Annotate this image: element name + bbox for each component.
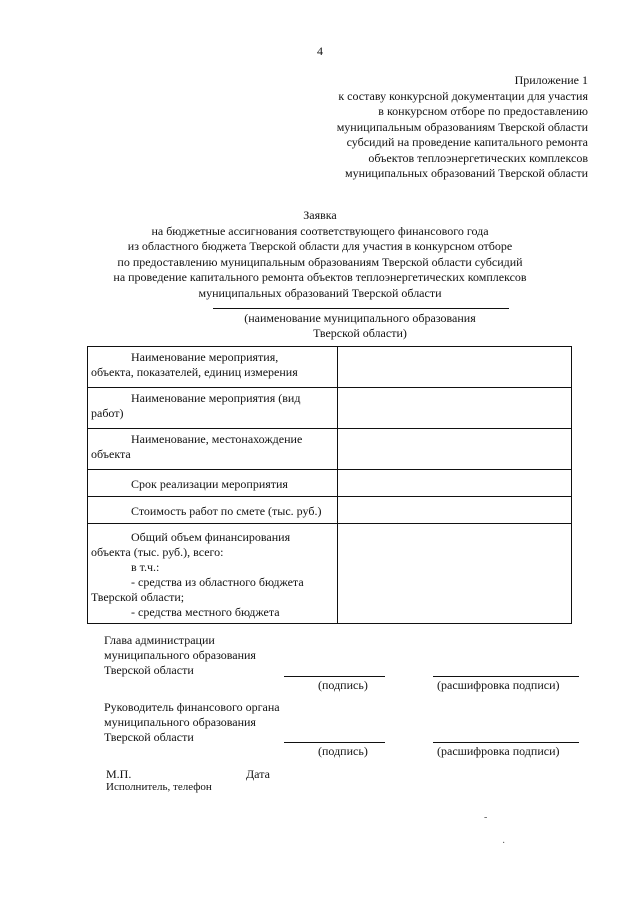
row-value-cell[interactable] xyxy=(338,388,572,429)
signatory-line: Тверской области xyxy=(104,730,194,744)
municipality-caption xyxy=(150,311,570,341)
appendix-line: Приложение 1 xyxy=(514,73,588,87)
title-line: из областного бюджета Тверской области для участия в конкурсном отборе xyxy=(127,239,513,253)
title-line: муниципальных образований Тверской области xyxy=(198,285,442,300)
finance-signature-field[interactable] xyxy=(284,742,385,743)
finance-signature-caption: (подпись) xyxy=(318,744,368,758)
page-number: 4 xyxy=(317,44,323,58)
appendix-line: муниципальным образованиям Тверской области xyxy=(336,119,588,134)
appendix-line: муниципальных образований Тверской области xyxy=(344,166,588,180)
head-signature-caption: (подпись) xyxy=(318,678,368,692)
row-label-line: Общий объем финансирования xyxy=(131,530,291,544)
appendix-line: к составу конкурсной документации для участия xyxy=(338,88,588,103)
signatory-line: муниципального образования xyxy=(104,648,256,662)
row-value-cell[interactable] xyxy=(338,470,572,497)
table-row xyxy=(88,470,572,497)
row-label-line: Срок реализации мероприятия xyxy=(131,477,288,491)
row-label-line: Наименование мероприятия (вид xyxy=(131,391,301,405)
scan-speck-dot: - xyxy=(484,812,488,823)
municipality-name-line[interactable] xyxy=(213,308,509,309)
appendix-line: объектов теплоэнергетических комплексов xyxy=(368,150,588,165)
row-label-line: Тверской области; xyxy=(91,590,185,604)
appendix-line: в конкурсном отборе по предоставлению xyxy=(378,104,588,118)
table-row xyxy=(88,497,572,524)
document-title xyxy=(40,208,600,301)
signatory-line: Тверской области xyxy=(104,663,194,677)
row-label xyxy=(88,347,338,388)
table-row xyxy=(88,429,572,470)
finance-signatory xyxy=(104,700,280,745)
row-label-line: - средства местного бюджета xyxy=(131,605,280,619)
head-decoding-field[interactable] xyxy=(433,676,579,677)
row-value-cell[interactable] xyxy=(338,429,572,470)
appendix-header xyxy=(337,73,588,182)
municipality-caption-line: (наименование муниципального образования xyxy=(244,311,476,325)
row-label-line: объекта xyxy=(91,447,131,461)
head-decoding-caption: (расшифровка подписи) xyxy=(437,678,560,692)
row-label-line: Наименование мероприятия, xyxy=(131,350,279,364)
row-label-line: объекта, показателей, единиц измерения xyxy=(91,365,298,379)
head-signature-field[interactable] xyxy=(284,676,385,677)
table-row xyxy=(88,347,572,388)
scan-speck-dot: · xyxy=(502,838,506,849)
date-label: Дата xyxy=(246,767,270,781)
title-line: на проведение капитального ремонта объектов теплоэнергетических комплексов xyxy=(113,270,527,284)
head-signatory xyxy=(104,633,256,678)
row-label-line: в т.ч.: xyxy=(131,560,160,574)
table-row xyxy=(88,388,572,429)
finance-decoding-field[interactable] xyxy=(433,742,579,743)
title-heading: Заявка xyxy=(303,208,337,222)
row-label-line: работ) xyxy=(91,406,124,420)
signatory-line: Глава администрации xyxy=(104,633,215,647)
title-line: на бюджетные ассигнования соответствующего финансового года xyxy=(151,223,489,238)
row-label xyxy=(88,429,338,470)
municipality-caption-line: Тверской области) xyxy=(313,326,407,340)
stamp-label: М.П. xyxy=(106,767,132,781)
row-label-line: - средства из областного бюджета xyxy=(131,575,304,589)
row-label xyxy=(88,388,338,429)
appendix-line: субсидий на проведение капитального ремонта xyxy=(346,135,588,149)
row-value-cell[interactable] xyxy=(338,347,572,388)
row-label-line: Стоимость работ по смете (тыс. руб.) xyxy=(131,504,322,518)
row-label-line: Наименование, местонахождение xyxy=(131,432,303,446)
signatory-line: муниципального образования xyxy=(104,715,256,729)
row-label xyxy=(88,470,338,497)
title-line: по предоставлению муниципальным образованиям Тверской области субсидий xyxy=(117,254,523,269)
executor-label: Исполнитель, телефон xyxy=(106,781,212,793)
application-table xyxy=(87,346,572,624)
signatory-line: Руководитель финансового органа xyxy=(104,700,280,714)
finance-decoding-caption: (расшифровка подписи) xyxy=(437,744,560,758)
row-value-cell[interactable] xyxy=(338,497,572,524)
row-label xyxy=(88,524,338,624)
table-row xyxy=(88,524,572,624)
row-label-line: объекта (тыс. руб.), всего: xyxy=(91,545,224,559)
row-label xyxy=(88,497,338,524)
row-value-cell[interactable] xyxy=(338,524,572,624)
